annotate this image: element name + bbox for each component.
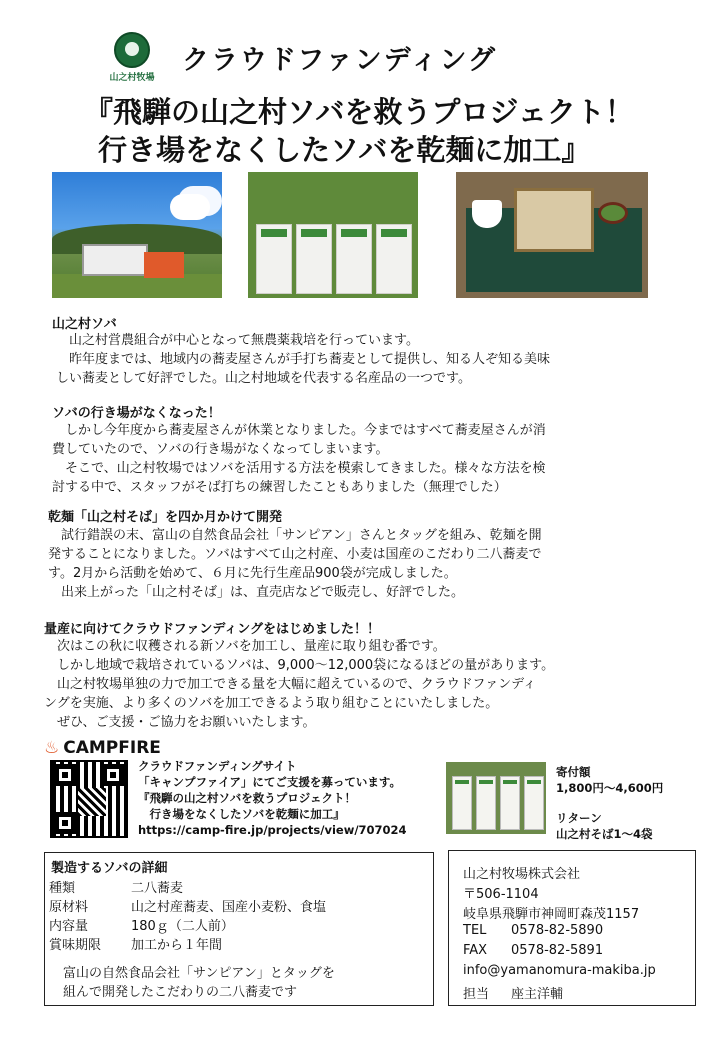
cow-emblem-icon (114, 32, 150, 68)
section-line: しかし今年度から蕎麦屋さんが休業となりました。今まではすべて蕎麦屋さんが消 (52, 423, 546, 438)
spec-row: 原材料 山之村産蕎麦、国産小麦粉、食塩 (49, 900, 327, 915)
campfire-brand: CAMPFIRE (63, 738, 161, 758)
section-line: 出来上がった「山之村そば」は、直売店などで販売し、好評でした。 (48, 585, 465, 600)
campfire-line: 「キャンプファイア」にてご支援を募っています。 (138, 775, 402, 789)
section-line: 試行錯誤の末、富山の自然食品会社「サンピアン」さんとタッグを組み、乾麺を開 (48, 528, 542, 543)
flame-icon: ♨ (44, 738, 60, 758)
postal-code: 〒506-1104 (463, 887, 539, 902)
campfire-url[interactable]: https://camp-fire.jp/projects/view/707024 (138, 823, 407, 837)
section-line: 山之村営農組合が中心となって無農薬栽培を行っています。 (56, 333, 419, 348)
product-details-box (44, 852, 434, 1006)
section-title-crowdfunding-start: 量産に向けてクラウドファンディングをはじめました！！ (44, 622, 381, 637)
contact-person: 担当 座主洋輔 (463, 987, 564, 1002)
campfire-line: 行き場をなくしたソバを乾麺に加工』 (138, 807, 345, 821)
section-title-no-destination: ソバの行き場がなくなった！ (52, 406, 221, 421)
company-name: 山之村牧場株式会社 (463, 867, 581, 882)
section-title-yamanomura-soba: 山之村ソバ (52, 317, 117, 332)
contact-box (448, 850, 696, 1006)
qr-code[interactable] (50, 760, 128, 838)
project-title-line-1: 『飛騨の山之村ソバを救うプロジェクト！ (84, 95, 634, 129)
campfire-line: クラウドファンディングサイト (138, 759, 297, 773)
section-line: 昨年度までは、地域内の蕎麦屋さんが手打ち蕎麦として提供し、知る人ぞ知る美味 (56, 352, 551, 367)
company-logo (106, 32, 158, 90)
section-line: そこで、山之村牧場ではソバを活用する方法を模索してきました。様々な方法を検 (52, 461, 546, 476)
zaru-soba-photo (456, 172, 648, 298)
section-line: 発することになりました。ソバはすべて山之村産、小麦は国産のこだわり二八蕎麦で (48, 547, 542, 562)
harvest-photo (52, 172, 222, 298)
return-label: リターン (556, 811, 602, 825)
section-line: ぜひ、ご支援・ご協力をお願いいたします。 (44, 715, 316, 730)
section-line: 山之村牧場単独の力で加工できる量を大幅に超えているので、クラウドファンディ (44, 677, 537, 692)
fax: FAX 0578-82-5891 (463, 943, 604, 958)
section-line: ングを実施、より多くのソバを加工できるよう取り組むことにいたしました。 (44, 696, 499, 711)
section-title-development: 乾麺「山之村そば」を四か月かけて開発 (48, 510, 283, 525)
email[interactable]: info@yamanomura-makiba.jp (463, 963, 656, 978)
section-line: 討する中で、スタッフがそば打ちの練習したこともありました（無理でした） (52, 480, 507, 495)
page-title: クラウドファンディング (182, 45, 497, 76)
campfire-info (138, 758, 407, 838)
section-line: す。2月から活動を始めて、６月に先行生産品900袋が完成しました。 (48, 566, 457, 581)
spec-row: 内容量 180ｇ（二人前） (49, 919, 234, 934)
campfire-logo (44, 738, 161, 758)
spec-row: 賞味期限 加工から１年間 (49, 938, 223, 953)
donation-label: 寄付額 (556, 765, 591, 779)
section-line: 費していたので、ソバの行き場がなくなってしまいます。 (52, 442, 389, 457)
spec-row: 種類 二八蕎麦 (49, 881, 184, 896)
address: 岐阜県飛騨市神岡町森茂1157 (463, 907, 640, 922)
return-value: 山之村そば1〜4袋 (556, 827, 653, 841)
project-title-line-2: 行き場をなくしたソバを乾麺に加工』 (98, 133, 591, 167)
details-note: 富山の自然食品会社「サンピアン」とタッグを (63, 966, 335, 981)
phone: TEL 0578-82-5890 (463, 923, 604, 938)
donation-amount: 1,800円〜4,600円 (556, 781, 664, 795)
section-line: しい蕎麦として好評でした。山之村地域を代表する名産品の一つです。 (56, 371, 471, 386)
campfire-line: 『飛騨の山之村ソバを救うプロジェクト！ (138, 791, 357, 805)
return-package-photo (446, 762, 546, 834)
details-note: 組んで開発したこだわりの二八蕎麦です (63, 985, 298, 1000)
section-line: しかし地域で栽培されているソバは、9,000〜12,000袋になるほどの量があります。 (44, 658, 555, 673)
soba-package-photo (248, 172, 418, 298)
section-line: 次はこの秋に収穫される新ソバを加工し、量産に取り組む番です。 (44, 639, 446, 654)
details-title: 製造するソバの詳細 (51, 861, 168, 876)
logo-text: 山之村牧場 (109, 73, 155, 83)
